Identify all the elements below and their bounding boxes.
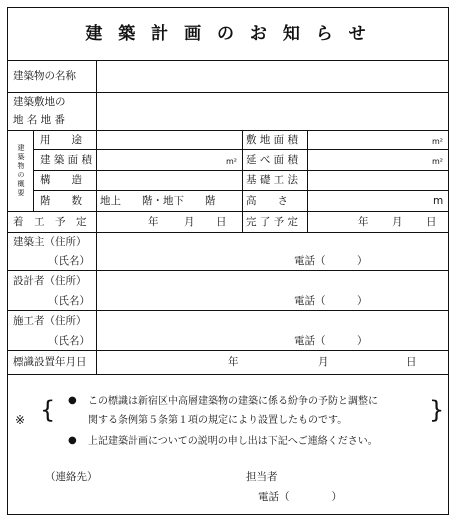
building-area-label: 建 築 面 積 — [40, 154, 93, 166]
completion-month: 月 — [392, 216, 403, 228]
right-bracket-icon: } — [429, 396, 445, 424]
site-area-unit: m² — [432, 137, 443, 146]
start-day: 日 — [216, 216, 227, 228]
start-label: 着 工 予 定 — [13, 216, 87, 228]
notice-line-2: 関する条例第５条第１項の規定により設置したものです。 — [88, 415, 348, 426]
form-table — [8, 60, 448, 376]
completion-day: 日 — [426, 216, 437, 228]
contact-label: （連絡先） — [45, 471, 98, 483]
owner-phone: 電話（ ） — [294, 255, 368, 267]
contact-phone: 電話（ ） — [258, 491, 342, 503]
row-divider — [8, 270, 448, 271]
height-label: 高 さ — [246, 195, 288, 207]
bullet-icon: ● — [68, 395, 77, 406]
row-divider — [8, 232, 448, 233]
label-column-divider — [96, 130, 97, 232]
designer-label: 設計者（住所） — [13, 275, 87, 287]
designer-name-label: （氏名） — [48, 295, 90, 307]
row-divider — [8, 130, 448, 131]
notice-line-3: 上記建築計画についての説明の申し出は下記へご連絡ください。 — [88, 436, 378, 447]
designer-phone: 電話（ ） — [294, 295, 368, 307]
site-label-line2: 地 名 地 番 — [13, 114, 66, 126]
floors-label: 階 数 — [40, 195, 82, 207]
notice-board — [7, 7, 449, 515]
contractor-phone: 電話（ ） — [294, 335, 368, 347]
row-divider — [8, 374, 448, 375]
total-floor-area-label: 延 べ 面 積 — [246, 154, 299, 166]
row-divider — [8, 350, 448, 351]
completion-label: 完 了 予 定 — [246, 216, 299, 228]
notice-line-1: この標識は新宿区中高層建築物の建築に係る紛争の予防と調整に — [88, 396, 378, 407]
use-label: 用 途 — [40, 134, 82, 146]
structure-label: 構 造 — [40, 174, 82, 186]
height-unit: m — [433, 195, 444, 207]
site-area-label: 敷 地 面 積 — [246, 134, 299, 146]
building-name-label: 建築物の名称 — [13, 70, 76, 82]
floors-value: 地上 階・地下 階 — [100, 195, 216, 207]
sign-date-label: 標識設置年月日 — [13, 356, 87, 368]
overview-vertical-label: 建 築 物 の 概 要 — [17, 144, 25, 197]
owner-label: 建築主（住所） — [13, 236, 87, 248]
contractor-label: 施工者（住所） — [13, 315, 87, 327]
contact-person: 担当者 — [246, 471, 278, 483]
left-bracket-icon: { — [40, 396, 56, 424]
label-column-divider — [96, 232, 97, 374]
building-area-unit: m² — [226, 157, 237, 166]
foundation-label: 基 礎 工 法 — [246, 174, 299, 186]
bullet-icon: ● — [68, 435, 77, 446]
label-column-divider — [33, 130, 34, 211]
start-year: 年 — [148, 216, 159, 228]
owner-name-label: （氏名） — [48, 255, 90, 267]
notice-mark: ※ — [15, 413, 26, 427]
sign-date-day: 日 — [406, 356, 417, 368]
site-label-line1: 建築敷地の — [13, 96, 66, 108]
sign-date-month: 月 — [318, 356, 329, 368]
sign-date-year: 年 — [228, 356, 239, 368]
start-month: 月 — [184, 216, 195, 228]
total-floor-area-unit: m² — [432, 157, 443, 166]
middle-divider — [242, 130, 243, 232]
page-title: 建 築 計 画 の お 知 ら せ — [8, 8, 448, 61]
completion-year: 年 — [358, 216, 369, 228]
label-column-divider — [96, 60, 97, 130]
contractor-name-label: （氏名） — [48, 335, 90, 347]
row-divider — [8, 310, 448, 311]
row-divider — [8, 211, 448, 212]
middle-divider — [307, 130, 308, 232]
row-divider — [8, 92, 448, 93]
